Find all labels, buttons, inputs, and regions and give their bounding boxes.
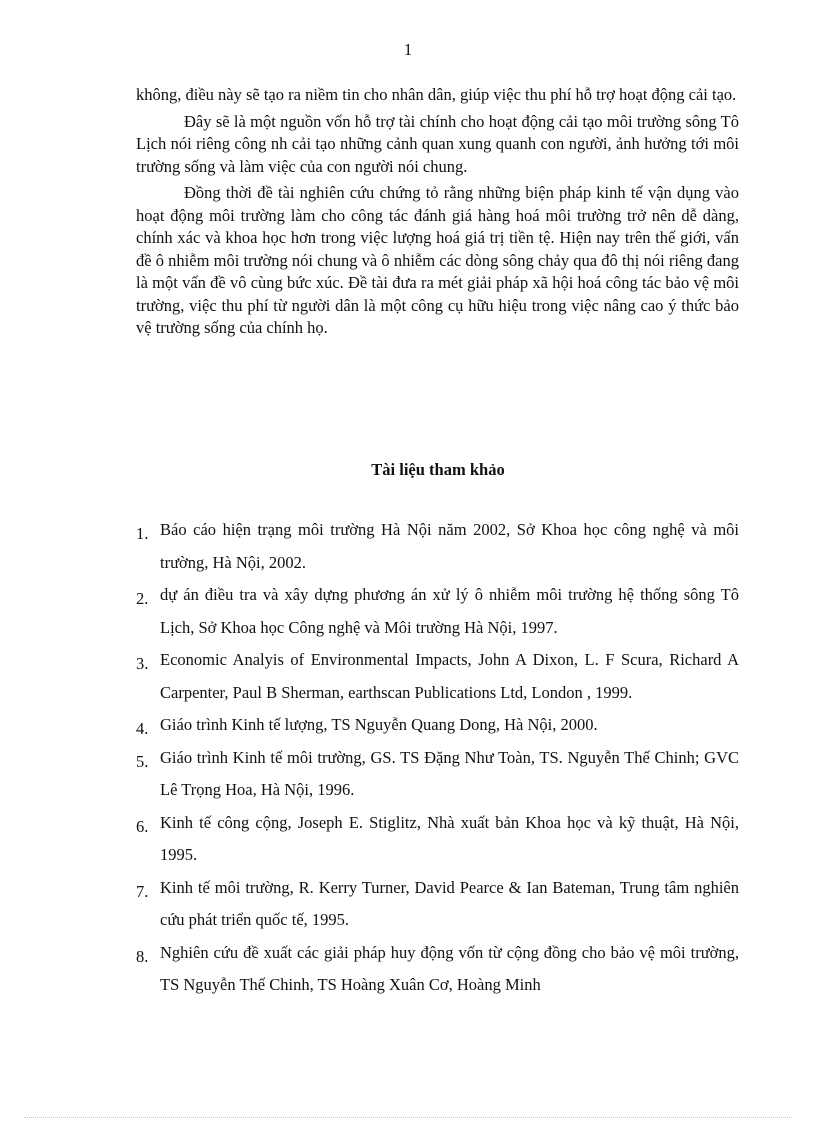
reference-item — [136, 644, 739, 709]
reference-item — [136, 742, 739, 807]
reference-text: Giáo trình Kinh tế lượng, TS Nguyễn Quang Dong, Hà Nội, 2000. — [160, 715, 598, 734]
reference-text: dự án điều tra và xây dựng phương án xử lý ô nhiễm môi trường hệ thống sông Tô Lịch, Sở Khoa học Công nghệ và Môi trường Hà Nội, 1997. — [160, 585, 739, 637]
reference-item — [136, 872, 739, 937]
reference-item — [136, 514, 739, 579]
page-bottom-divider — [24, 1117, 792, 1118]
reference-text: Kinh tế công cộng, Joseph E. Stiglitz, Nhà xuất bản Khoa học và kỹ thuật, Hà Nội, 1995. — [160, 812, 739, 864]
reference-item — [136, 709, 739, 742]
paragraph-1: không, điều này sẽ tạo ra niềm tin cho nhân dân, giúp việc thu phí hỗ trợ hoạt động cải tạo. — [136, 85, 737, 104]
reference-item — [136, 807, 739, 872]
reference-text: Nghiên cứu đề xuất các giải pháp huy động vốn từ cộng đồng cho bảo vệ môi trường, TS Nguyễn Thế Chinh, TS Hoàng Xuân Cơ, Hoàng Minh — [160, 942, 739, 994]
reference-number: 5. — [136, 751, 149, 771]
reference-text: Economic Analyis of Environmental Impacts, John A Dixon, L. F Scura, Richard A Carpenter, Paul B Sherman, earthscan Publications Ltd, London , 1999. — [160, 650, 739, 702]
reference-number: 6. — [136, 816, 149, 836]
paragraph-2: Đây sẽ là một nguồn vốn hỗ trợ tài chính cho hoạt động cải tạo môi trường sông Tô Lịch nói riêng công nh cải tạo những cảnh quan xung quanh con người, ảnh hưởng tới môi trường sống và làm việc của con người nói chung. — [136, 111, 739, 176]
reference-text: Kinh tế môi trường, R. Kerry Turner, David Pearce & Ian Bateman, Trung tâm nghiên cứu phát triển quốc tế, 1995. — [160, 877, 739, 929]
page-number: 1 — [403, 40, 413, 59]
references-list — [136, 514, 739, 1002]
reference-number: 3. — [136, 654, 149, 673]
reference-number: 4. — [136, 719, 149, 738]
reference-text: Giáo trình Kinh tế môi trường, GS. TS Đặng Như Toàn, TS. Nguyễn Thế Chinh; GVC Lê Trọng Hoa, Hà Nội, 1996. — [160, 747, 739, 799]
reference-item — [136, 937, 739, 1002]
reference-number: 8. — [136, 946, 149, 966]
reference-item — [136, 579, 739, 644]
body-text — [136, 84, 739, 344]
reference-number: 7. — [136, 881, 149, 901]
reference-text: Báo cáo hiện trạng môi trường Hà Nội năm 2002, Sở Khoa học công nghệ và môi trường, Hà Nội, 2002. — [160, 520, 739, 572]
reference-number: 1. — [136, 524, 149, 543]
reference-number: 2. — [136, 589, 149, 608]
references-title: Tài liệu tham khảo — [371, 460, 505, 479]
paragraph-3: Đồng thời đề tài nghiên cứu chứng tỏ rằng những biện pháp kinh tế vận dụng vào hoạt động môi trường làm cho công tác đánh giá hàng hoá môi trường trở nên dễ dàng, chính xác và khoa học hơn trong việc lượng hoá giá trị tiền tệ. Hiện nay trên thế giới, vấn đề ô nhiễm môi trường nói chung và ô nhiễm các dòng sông chảy qua đô thị nói riêng đang là một vấn đề vô cùng bức xúc. Đề tài đưa ra mét giải pháp xã hội hoá công tác bảo vệ môi trường, việc thu phí từ người dân là một công cụ hữu hiệu trong việc nâng cao ý thức bảo vệ trường sống của chính họ. — [136, 183, 739, 337]
